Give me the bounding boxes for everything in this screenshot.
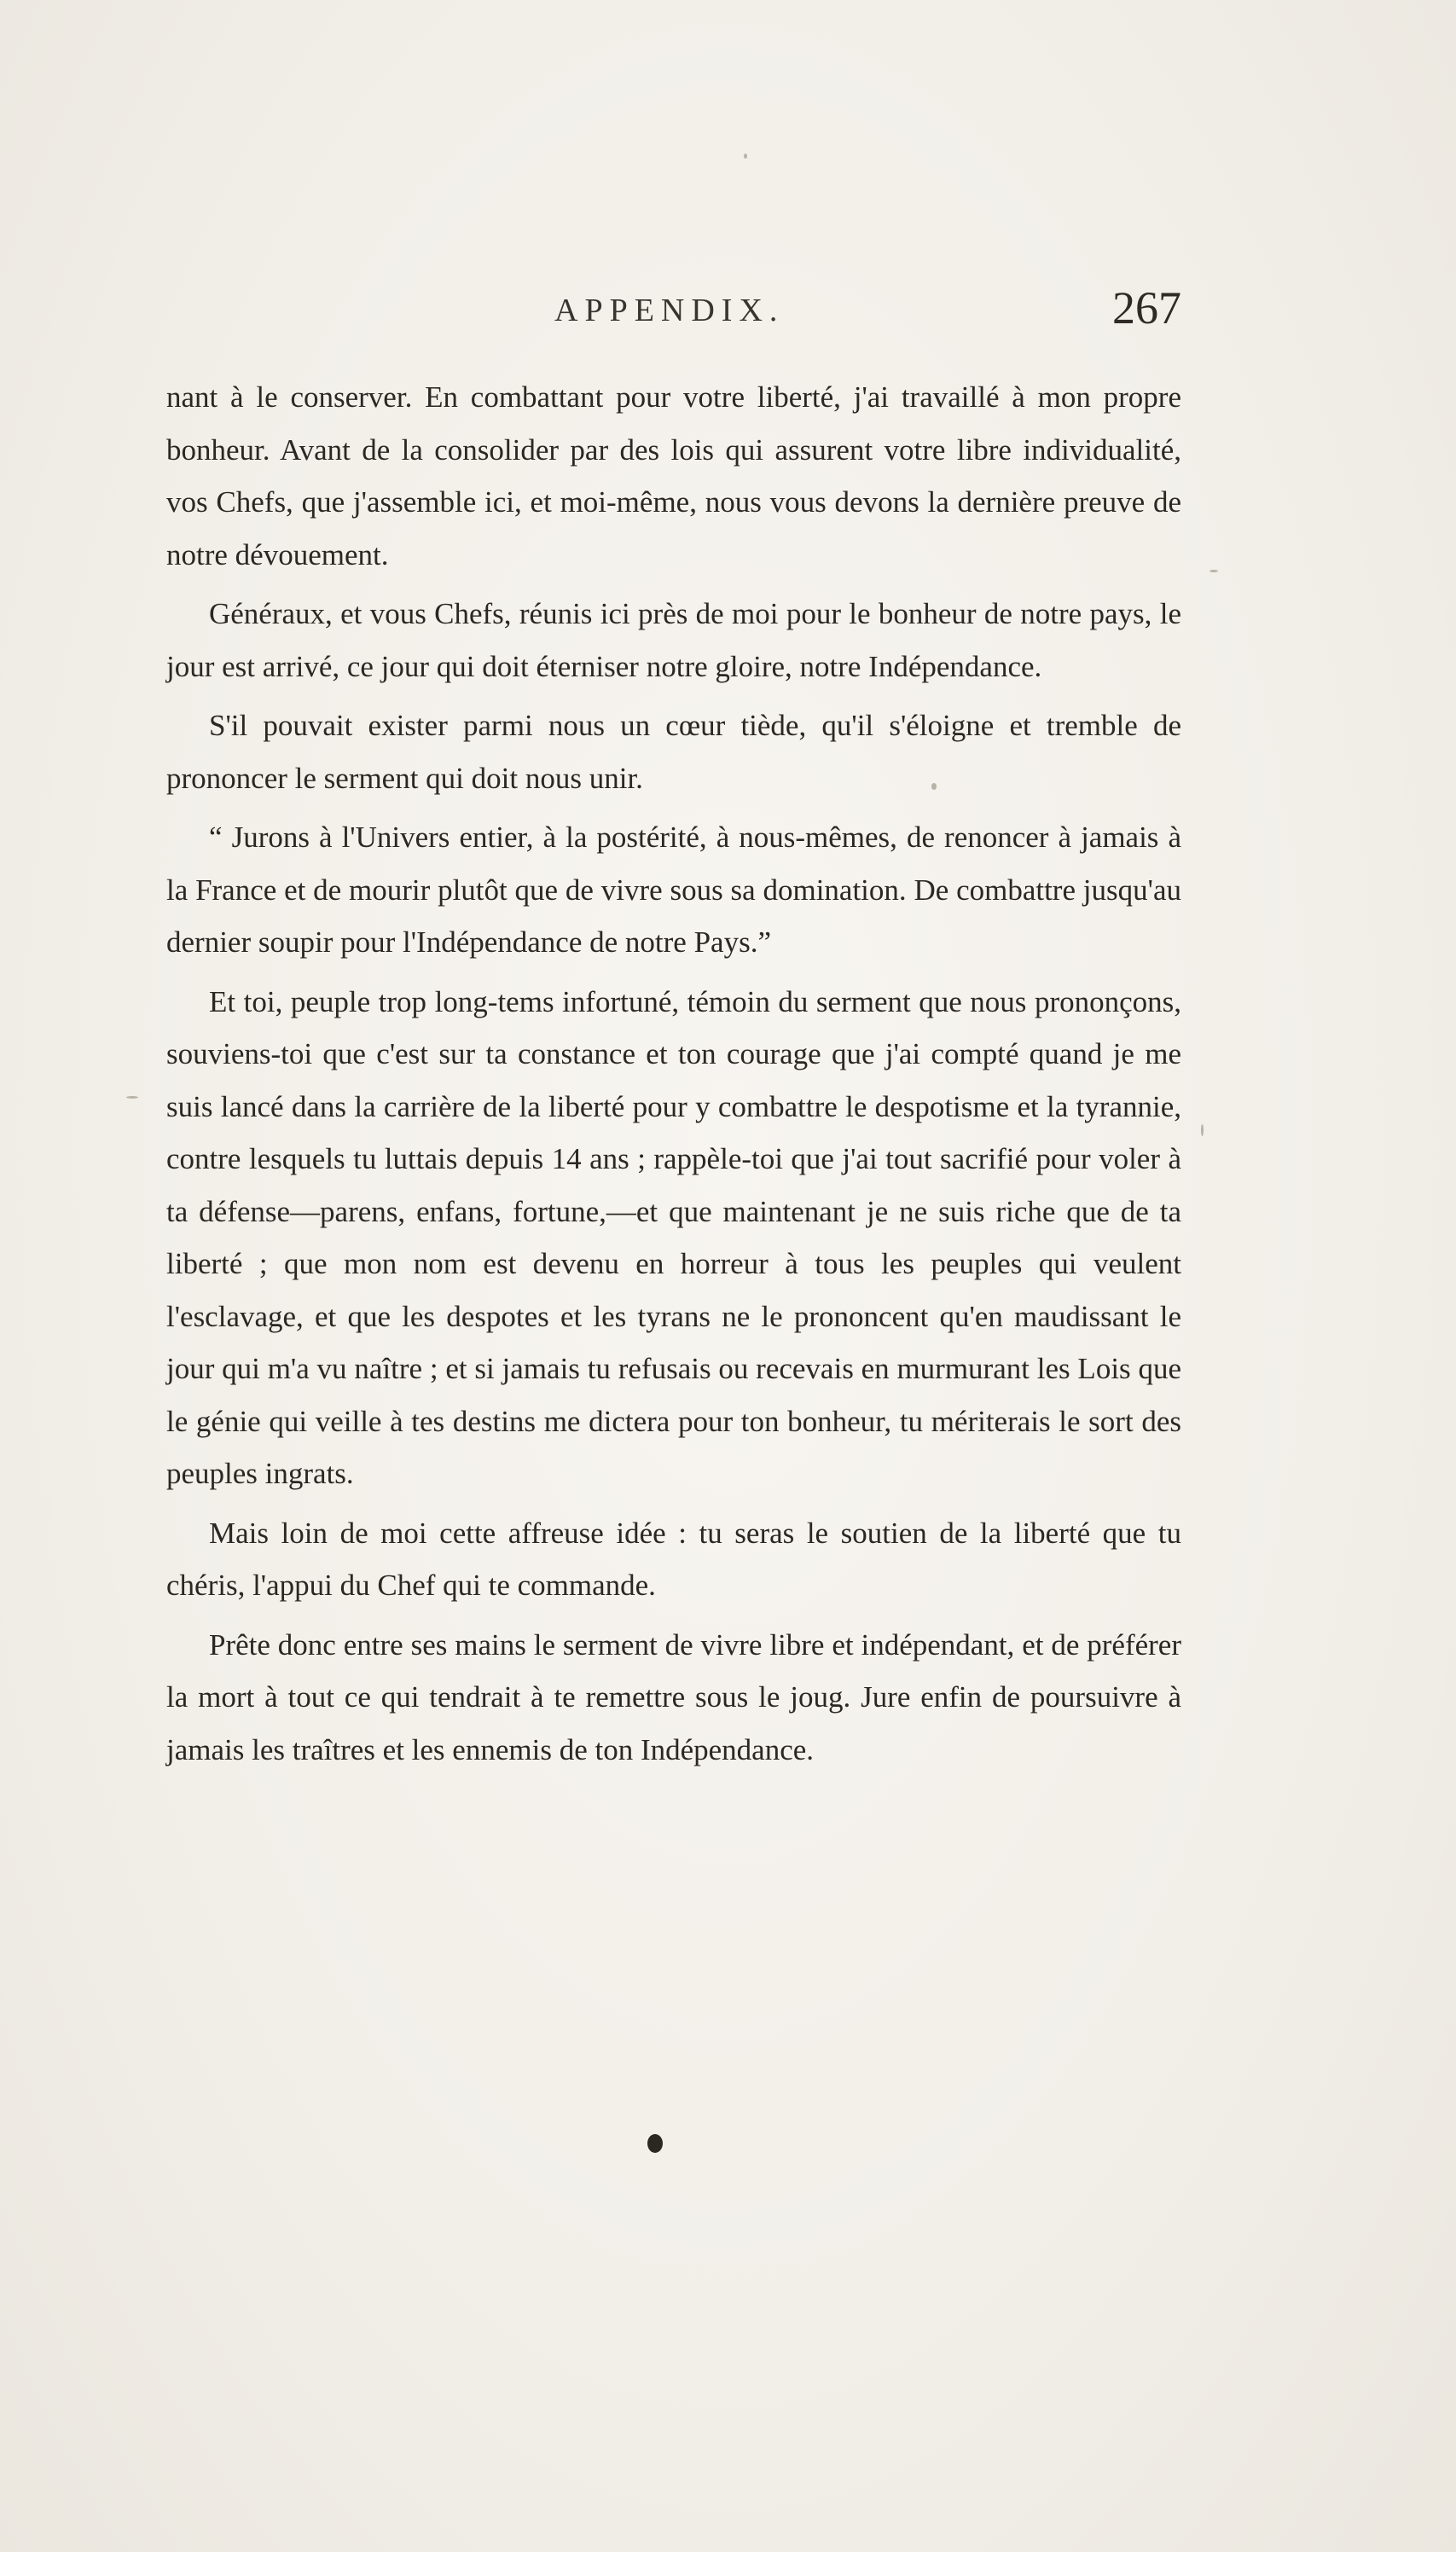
paragraph: Et toi, peuple trop long-tems infortuné, témoin du serment que nous prononçons, souviens-toi que c'est sur ta constance et ton courage que j'ai compté quand je me suis lancé dans la carrière de la liberté pour y combattre le despotisme et la tyrannie, contre lesquels tu luttais depuis 14 ans ; rappèle-toi que j'ai tout sacrifié pour voler à ta défense—parens, enfans, fortune,—et que maintenant je ne suis riche que de ta liberté ; que mon nom est devenu en horreur à tous les peuples qui veulent l'esclavage, et que les despotes et les tyrans ne le prononcent qu'en maudissant le jour qui m'a vu naître ; et si jamais tu refusais ou recevais en murmurant les Lois que le génie qui veille à tes destins me dictera pour ton bonheur, tu mériterais le sort des peuples ingrats. [166, 984, 1181, 1490]
running-head [166, 281, 1181, 341]
paragraph: Mais loin de moi cette affreuse idée : tu seras le soutien de la liberté que tu chéris, l'appui du Chef qui te commande. [166, 1516, 1181, 1602]
paper-speck [931, 783, 937, 790]
body-text [166, 371, 1181, 1776]
paper-speck [1209, 570, 1218, 572]
page-number: 267 [1112, 282, 1181, 334]
end-ornament [647, 2134, 663, 2153]
paragraph: Généraux, et vous Chefs, réunis ici près de moi pour le bonheur de notre pays, le jour est arrivé, ce jour qui doit éterniser notre gloire, notre Indépendance. [166, 597, 1181, 683]
paper-speck [1201, 1124, 1204, 1136]
paragraph: S'il pouvait exister parmi nous un cœur tiède, qu'il s'éloigne et tremble de prononcer le serment qui doit nous unir. [166, 709, 1181, 795]
paper-speck [744, 154, 747, 159]
paragraph: Prête donc entre ses mains le serment de vivre libre et indépendant, et de préférer la mort à tout ce qui tendrait à te remettre sous le joug. Jure enfin de poursuivre à jamais les traîtres et les ennemis de ton Indépendance. [166, 1627, 1181, 1766]
paragraph: “ Jurons à l'Univers entier, à la postérité, à nous-mêmes, de renoncer à jamais à la France et de mourir plutôt que de vivre sous sa domination. De combattre jusqu'au dernier soupir pour l'Indépendance de notre Pays.” [166, 821, 1181, 959]
paper-speck [126, 1096, 138, 1099]
paragraph: nant à le conserver. En combattant pour votre liberté, j'ai travaillé à mon propre bonheur. Avant de la consolider par des lois qui assurent votre libre individualité, vos Chefs, que j'assemble ici, et moi-même, nous vous devons la dernière preuve de notre dévouement. [166, 380, 1181, 571]
running-head-title: APPENDIX. [554, 293, 785, 328]
